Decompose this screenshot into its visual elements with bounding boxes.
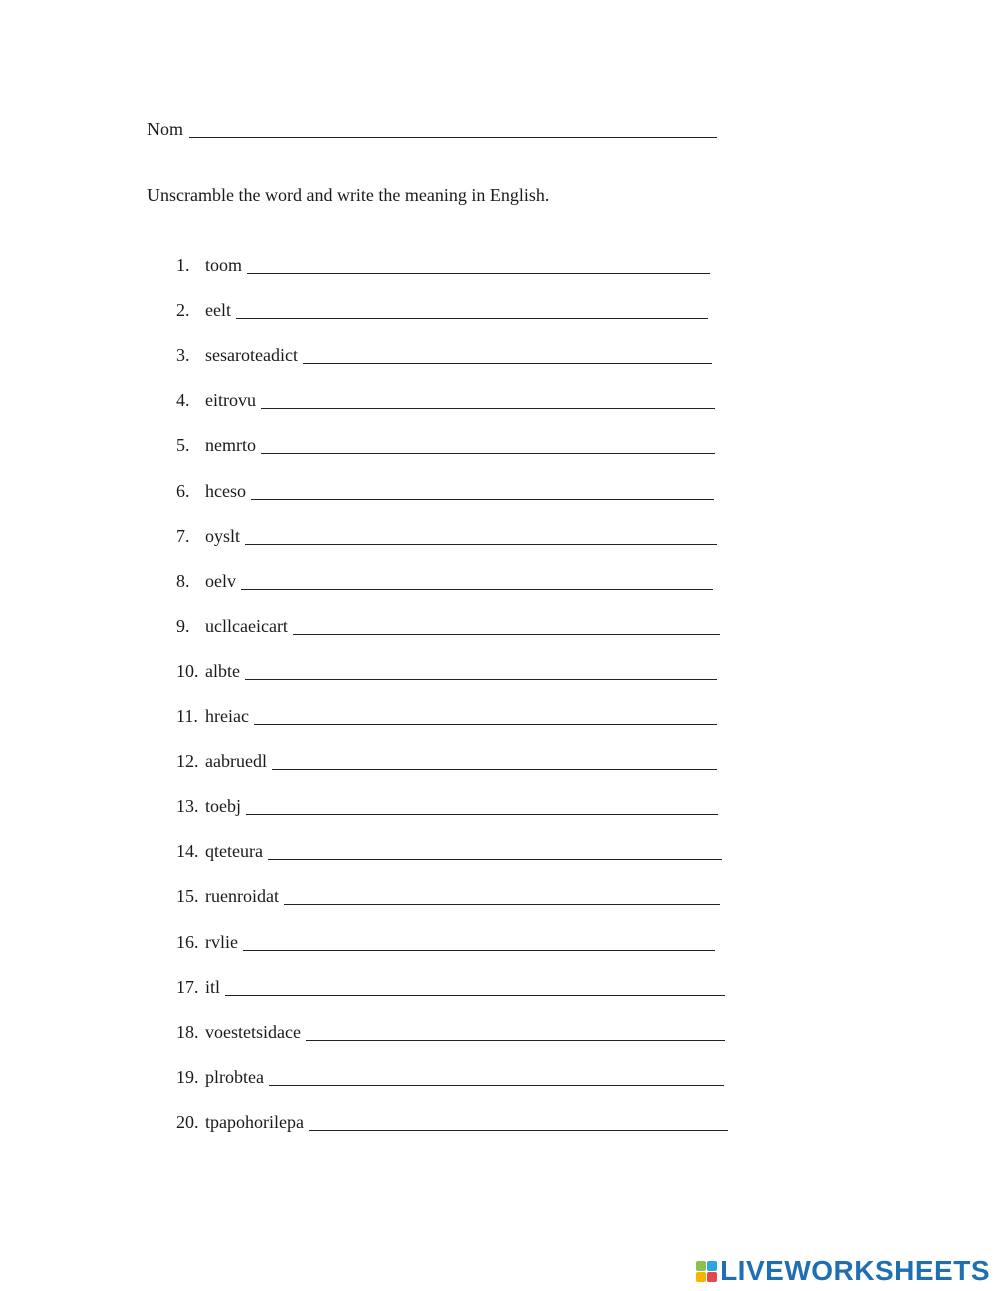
- answer-line[interactable]: [261, 390, 715, 409]
- list-item: [176, 613, 720, 637]
- list-item: [176, 838, 722, 862]
- answer-line[interactable]: [269, 1067, 724, 1086]
- item-number: 7.: [176, 525, 190, 546]
- scrambled-word: nemrto: [205, 435, 256, 456]
- instructions-text: Unscramble the word and write the meaning in English.: [147, 185, 550, 205]
- logo-square: [696, 1272, 706, 1282]
- list-item: [176, 658, 717, 682]
- list-item: [176, 929, 715, 953]
- list-item: [176, 568, 713, 592]
- item-number: 1.: [176, 255, 190, 275]
- item-number: 13.: [176, 796, 199, 817]
- scrambled-word: rvlie: [205, 931, 238, 952]
- answer-line[interactable]: [309, 1112, 728, 1131]
- answer-line[interactable]: [236, 300, 708, 319]
- answer-line[interactable]: [241, 571, 713, 590]
- list-item: [176, 793, 718, 817]
- item-number: 20.: [176, 1111, 199, 1132]
- list-item: [176, 523, 717, 547]
- name-row: [147, 116, 717, 140]
- item-number: 15.: [176, 886, 199, 907]
- answer-line[interactable]: [251, 481, 714, 500]
- scrambled-word: voestetsidace: [205, 1021, 301, 1042]
- item-number: 6.: [176, 480, 190, 501]
- list-item: [176, 1109, 728, 1133]
- answer-line[interactable]: [303, 345, 712, 364]
- list-item: [176, 883, 720, 907]
- list-item: [176, 974, 725, 998]
- list-item: [176, 342, 712, 366]
- scrambled-word: toebj: [205, 796, 241, 817]
- answer-line[interactable]: [306, 1022, 725, 1041]
- list-item: [176, 387, 715, 411]
- scrambled-word: aabruedl: [205, 751, 267, 772]
- logo-square: [707, 1272, 717, 1282]
- item-number: 5.: [176, 435, 190, 456]
- item-number: 3.: [176, 345, 190, 366]
- answer-line[interactable]: [293, 616, 720, 635]
- answer-line[interactable]: [254, 706, 717, 725]
- answer-line[interactable]: [245, 661, 717, 680]
- list-item: [176, 748, 717, 772]
- scrambled-word: hreiac: [205, 706, 249, 726]
- brand-footer: [696, 1256, 990, 1286]
- name-input-line[interactable]: [189, 119, 717, 138]
- scrambled-word: eitrovu: [205, 390, 256, 411]
- item-number: 17.: [176, 976, 199, 997]
- scrambled-word: eelt: [205, 300, 231, 321]
- answer-line[interactable]: [247, 255, 710, 274]
- answer-line[interactable]: [272, 751, 717, 770]
- scrambled-word: itl: [205, 976, 221, 997]
- item-number: 8.: [176, 570, 190, 591]
- list-item: [176, 478, 714, 502]
- answer-line[interactable]: [245, 526, 717, 545]
- scrambled-word: ucllcaeicart: [205, 615, 288, 636]
- scrambled-word: oyslt: [205, 525, 241, 546]
- logo-square: [707, 1261, 717, 1271]
- item-number: 10.: [176, 660, 199, 681]
- answer-line[interactable]: [225, 977, 725, 996]
- scrambled-word: ruenroidat: [205, 886, 279, 907]
- answer-line[interactable]: [284, 886, 720, 905]
- answer-line[interactable]: [268, 841, 722, 860]
- answer-line[interactable]: [246, 796, 718, 815]
- scrambled-word: sesaroteadict: [205, 345, 298, 366]
- list-item: [176, 1019, 725, 1043]
- scrambled-word: hceso: [205, 480, 246, 501]
- item-number: 14.: [176, 841, 199, 862]
- item-number: 19.: [176, 1066, 199, 1087]
- list-item: [176, 432, 715, 456]
- item-number: 4.: [176, 390, 190, 411]
- scrambled-word: tpapohorilepa: [205, 1111, 304, 1132]
- item-number: 18.: [176, 1021, 199, 1042]
- scrambled-word: oelv: [205, 570, 236, 591]
- name-label: Nom: [147, 119, 183, 139]
- item-number: 2.: [176, 300, 190, 321]
- scrambled-word: toom: [205, 255, 243, 275]
- list-item: [176, 252, 710, 276]
- scrambled-word: qteteura: [205, 841, 263, 862]
- item-number: 16.: [176, 931, 199, 952]
- item-number: 9.: [176, 615, 190, 636]
- answer-line[interactable]: [261, 435, 715, 454]
- list-item: [176, 1064, 724, 1088]
- brand-wordmark: LIVEWORKSHEETS: [720, 1255, 990, 1286]
- list-item: [176, 297, 708, 321]
- scrambled-word: albte: [205, 660, 240, 681]
- scrambled-word: plrobtea: [205, 1066, 264, 1087]
- item-number: 12.: [176, 751, 199, 772]
- list-item: [176, 703, 717, 727]
- answer-line[interactable]: [243, 932, 715, 951]
- liveworksheets-logo-icon: [696, 1261, 717, 1282]
- logo-square: [696, 1261, 706, 1271]
- item-number: 11.: [176, 706, 198, 726]
